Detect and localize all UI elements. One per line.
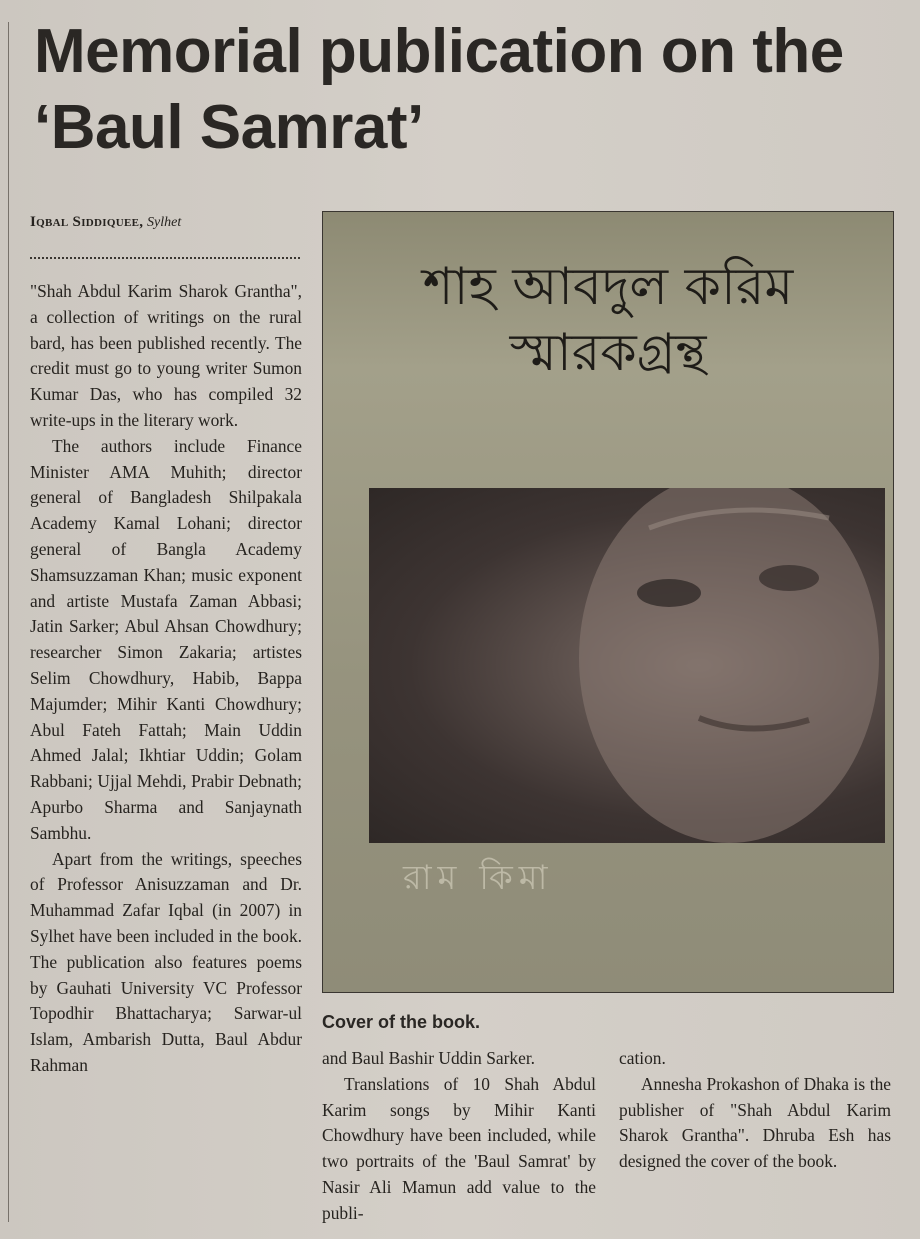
paragraph: cation. bbox=[619, 1048, 666, 1068]
paragraph: Apart from the writings, speeches of Professor Anisuzzaman and Dr. Muhammad Zafar Iqbal (in 2007) in Sylhet have been included in the book. The publication also features poems by Gauhati University VC Professor Topodhir Bhattacharya; Sarwar-ul Islam, Ambarish Dutta, Baul Abdur Rahman bbox=[30, 848, 302, 1075]
portrait-image bbox=[369, 488, 885, 843]
portrait-face-shape bbox=[369, 488, 885, 843]
article-column-1 bbox=[30, 279, 302, 1079]
photo-caption: Cover of the book. bbox=[322, 1012, 481, 1032]
paragraph: Annesha Prokashon of Dhaka is the publisher of "Shah Abdul Karim Sharok Grantha". Dhruba Esh has designed the cover of the book. bbox=[619, 1073, 891, 1172]
headline: Memorial publication on the ‘Baul Samrat’ bbox=[34, 17, 844, 162]
cover-title-line-1: শাহ আবদুল করিম bbox=[422, 257, 794, 317]
cover-title bbox=[323, 254, 893, 386]
article-column-3 bbox=[619, 1046, 891, 1175]
article-column-2 bbox=[322, 1046, 596, 1227]
column-rule bbox=[8, 22, 9, 1222]
dotted-divider bbox=[30, 257, 300, 259]
paragraph: Translations of 10 Shah Abdul Karim songs by Mihir Kanti Chowdhury have been included, while two portraits of the 'Baul Samrat' by Nasir Ali Mamun add value to the publi- bbox=[322, 1073, 596, 1223]
byline bbox=[30, 214, 181, 231]
paragraph: "Shah Abdul Karim Sharok Grantha", a collection of writings on the rural bard, has been published recently. The credit must go to young writer Sumon Kumar Das, who has compiled 32 write-ups in the literary work. bbox=[30, 281, 302, 430]
paragraph: The authors include Finance Minister AMA Muhith; director general of Bangladesh Shilpakala Academy Kamal Lohani; director general of Bangla Academy Shamsuzzaman Khan; music exponent and artiste Mustafa Zaman Abbasi; Jatin Sarker; Abul Ahsan Chowdhury; researcher Simon Zakaria; artistes Selim Chowdhury, Habib, Bappa Majumder; Mihir Kanti Chowdhury; Abul Fateh Fattah; Main Uddin Ahmed Jalal; Ikhtiar Uddin; Golam Rabbani; Ujjal Mehdi, Prabir Debnath; Apurbo Sharma and Sanjaynath Sambhu. bbox=[30, 435, 302, 843]
cover-bottom-text: রাম কিমা bbox=[403, 858, 554, 898]
byline-author: Iqbal Siddiquee, bbox=[30, 214, 144, 230]
byline-place: Sylhet bbox=[147, 215, 182, 230]
cover-title-line-2: স্মারকগ্রন্থ bbox=[509, 323, 707, 383]
paragraph: and Baul Bashir Uddin Sarker. bbox=[322, 1048, 536, 1068]
book-cover-photo bbox=[322, 211, 894, 993]
